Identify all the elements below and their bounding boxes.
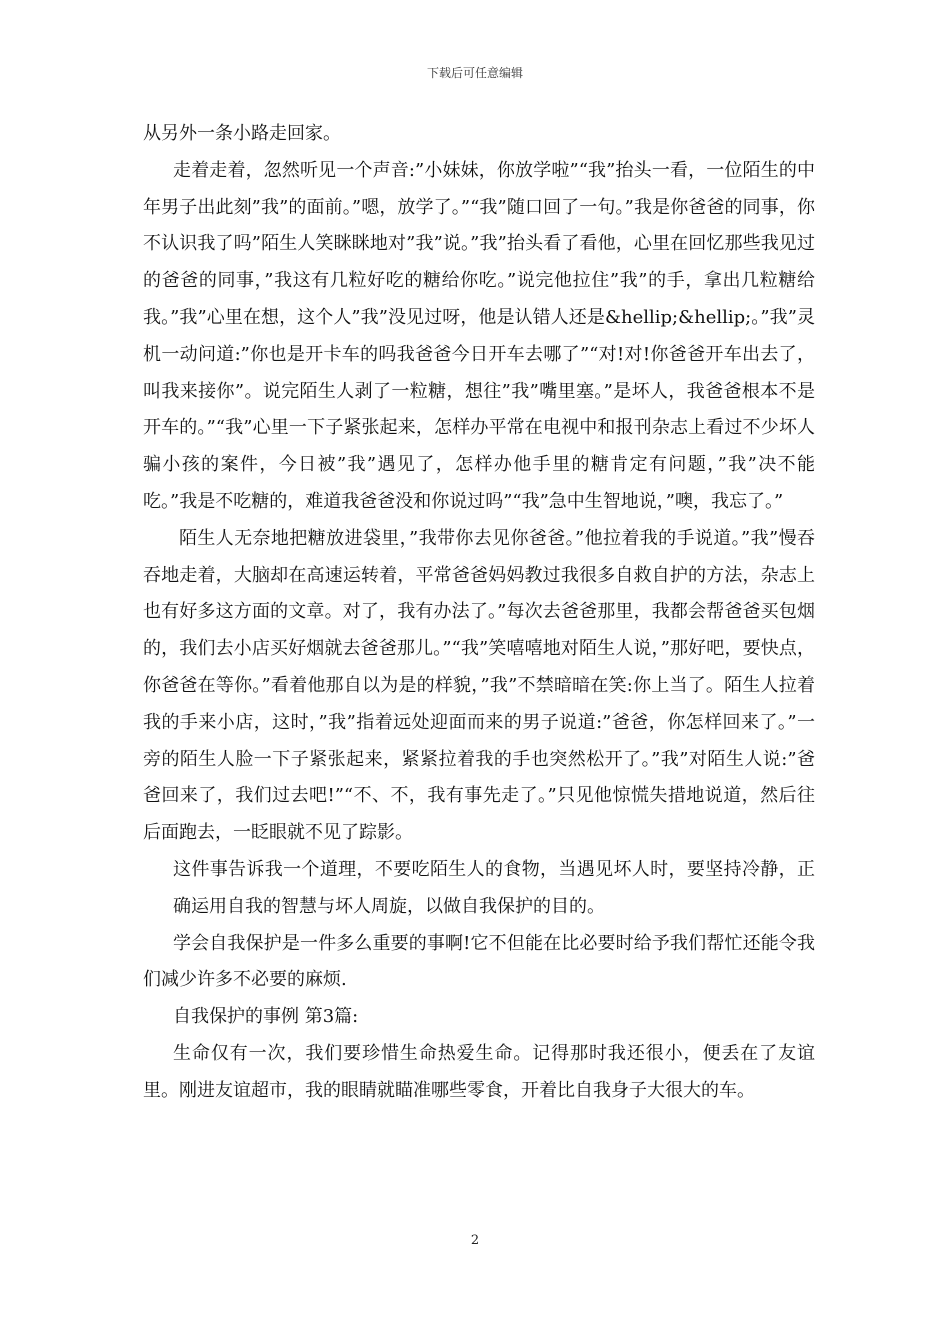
paragraph-4: 这件事告诉我一个道理，不要吃陌生人的食物，当遇见坏人时，要坚持冷静，正确运用自我的智慧与坏人周旋，以做自我保护的目的。 bbox=[173, 858, 815, 917]
paragraph-5: 学会自我保护是一件多么重要的事啊!它不但能在比必要时给予我们帮忙还能令我们减少许多不必要的麻烦. bbox=[143, 932, 815, 991]
paragraph-3: 陌生人无奈地把糖放进袋里，”我带你去见你爸爸。”他拉着我的手说道。”我”慢吞吞地走着，大脑却在高速运转着，平常爸爸妈妈教过我很多自救自护的方法，杂志上也有好多这方面的文章。对了，我有办法了。”每次去爸爸那里，我都会帮爸爸买包烟的，我们去小店买好烟就去爸爸那儿。”“我”笑嘻嘻地对陌生人说，”那好吧，要快点，你爸爸在等你。”看着他那自以为是的样貌，”我”不禁暗暗在笑:你上当了。陌生人拉着我的手来小店，这时，”我”指着远处迎面而来的男子说道:”爸爸，你怎样回来了。”一旁的陌生人脸一下子紧张起来，紧紧拉着我的手也突然松开了。”我”对陌生人说:”爸爸回来了，我们过去吧!”“不、不，我有事先走了。”只见他惊慌失措地说道，然后往后面跑去，一眨眼就不见了踪影。 bbox=[143, 527, 815, 844]
page-number: 2 bbox=[470, 1233, 480, 1248]
page-header: 下载后可任意编辑 bbox=[426, 66, 523, 80]
paragraph-6: 生命仅有一次，我们要珍惜生命热爱生命。记得那时我还很小，便丢在了友谊里。刚进友谊超市，我的眼睛就瞄准哪些零食，开着比自我身子大很大的车。 bbox=[143, 1042, 815, 1101]
section-heading: 自我保护的事例 第3篇: bbox=[173, 1006, 359, 1028]
paragraph-1: 从另外一条小路走回家。 bbox=[143, 123, 341, 144]
document-body bbox=[143, 116, 815, 1110]
paragraph-2: 走着走着，忽然听见一个声音:”小妹妹，你放学啦”“我”抬头一看，一位陌生的中年男子出此刻”我”的面前。”嗯，放学了。”“我”随口回了一句。”我是你爸爸的同事，你不认识我了吗”陌生人笑眯眯地对”我”说。”我”抬头看了看他，心里在回忆那些我见过的爸爸的同事，”我这有几粒好吃的糖给你吃。”说完他拉住”我”的手，拿出几粒糖给我。”我”心里在想，这个人”我”没见过呀，他是认错人还是&hellip;&hellip;。”我”灵机一动问道:”你也是开卡车的吗我爸爸今日开车去哪了”“对!对!你爸爸开车出去了，叫我来接你”。说完陌生人剥了一粒糖，想往”我”嘴里塞。”是坏人，我爸爸根本不是开车的。”“我”心里一下子紧张起来，怎样办平常在电视中和报刊杂志上看过不少坏人骗小孩的案件，今日被”我”遇见了，怎样办他手里的糖肯定有问题，”我”决不能吃。”我是不吃糖的，难道我爸爸没和你说过吗”“我”急中生智地说，”噢，我忘了。” bbox=[143, 159, 815, 512]
